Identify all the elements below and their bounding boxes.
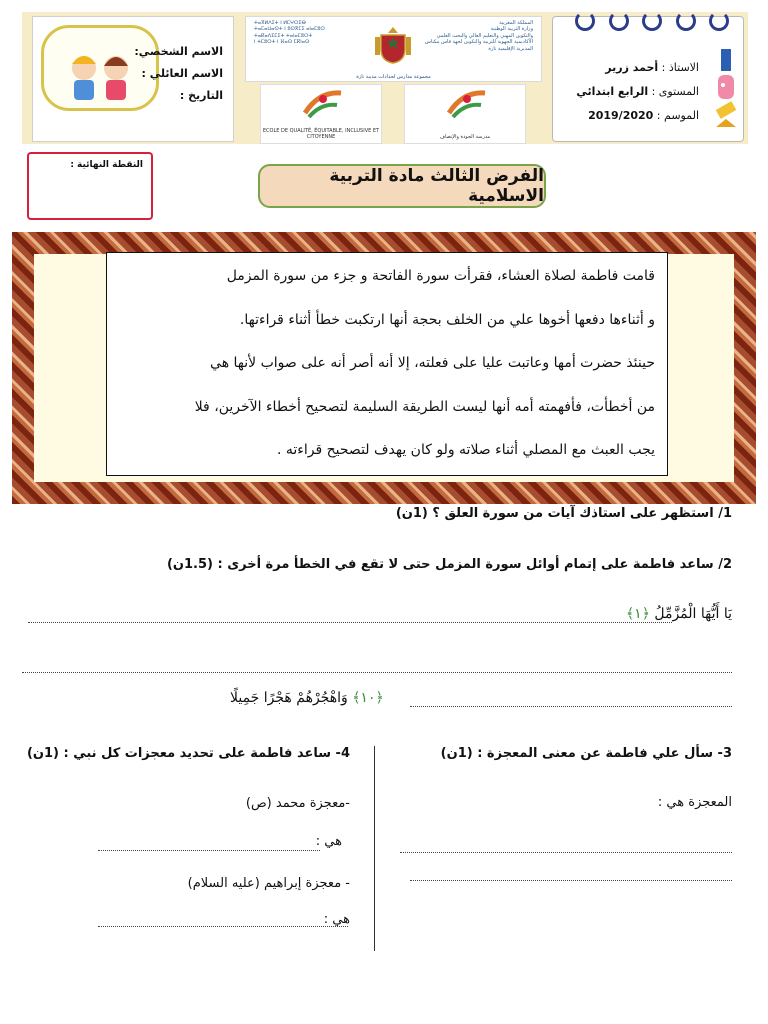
answer-is-label: هي :: [323, 912, 350, 927]
question-2: 2/ ساعد فاطمة على إتمام أوائل سورة المزمل حتى لا تقع في الخطأ مرة أخرى : (1.5ن): [166, 557, 732, 572]
spiral-ring-icon: [709, 11, 729, 31]
miracle-definition-label: المعجزة هي :: [657, 795, 732, 810]
kids-illustration-icon: [58, 44, 142, 104]
student-info-card: [32, 16, 234, 142]
family-name-label: الاسم العائلي :: [141, 67, 223, 80]
ministry-text-arabic: المملكة المغربية وزارة التربية الوطنية والتكوين المهني والتعليم العالي والبحث العلمي الأكاديمية الجهوية للتربية والتكوين لجهة فاس مكناس المديرية الإقليمية تازة: [424, 20, 533, 52]
verse-start: [626, 606, 732, 622]
level-label: المستوى :: [648, 85, 699, 98]
ministry-logo-panel: [245, 16, 542, 82]
date-label: التاريخ :: [179, 89, 223, 102]
answer-line[interactable]: [410, 706, 732, 707]
school-supplies-icon: [713, 45, 739, 135]
answer-line[interactable]: [22, 672, 732, 673]
prophet-muhammad-miracle-label: -معجزة محمد (ص): [245, 796, 350, 811]
story-text-box: [106, 252, 668, 476]
teacher-name: أحمد زرير: [605, 61, 659, 74]
answer-line[interactable]: [98, 850, 320, 851]
answer-line[interactable]: [98, 926, 348, 927]
verse-start-text: يَا أَيُّهَا الْمُزَّمِّلُ: [654, 606, 732, 622]
quality-school-badge-fr: [260, 84, 382, 144]
season-value: 2019/2020: [588, 109, 654, 122]
teacher-label: الاستاذ :: [658, 61, 699, 74]
story-line: و أثناءها دفعها أخوها علي من الخلف بحجة أنها ارتكبت خطأ أثناء قراءتها.: [239, 311, 655, 328]
badge-caption-ar: مدرسة الجودة والإنصاف: [439, 134, 491, 140]
answer-is-label: هي :: [315, 834, 342, 849]
spiral-ring-icon: [609, 11, 629, 31]
teacher-info-card: [552, 16, 744, 142]
answer-line[interactable]: [400, 852, 732, 853]
verse-end-text: وَاهْجُرْهُمْ هَجْرًا جَمِيلًا: [230, 690, 348, 706]
final-grade-label: النقطة النهائية :: [70, 160, 143, 170]
answer-line[interactable]: [28, 622, 672, 623]
school-network-caption: مجموعة مدارس لحدادات مدينة تازة: [356, 73, 431, 80]
badge-caption-fr: ECOLE DE QUALITÉ, ÉQUITABLE, INCLUSIVE ET CITOYENNE: [262, 128, 380, 140]
teacher-line: [605, 61, 699, 74]
column-divider: [374, 746, 375, 951]
quality-school-logo-icon: [445, 89, 489, 121]
answer-line[interactable]: [410, 880, 732, 881]
story-line: من أخطأت، فأفهمته أمه أنها ليست الطريقة السليمة لتصحيح أخطاء الآخرين، فلا: [194, 398, 655, 415]
spiral-ring-icon: [575, 11, 595, 31]
quality-school-badge-ar: [404, 84, 526, 144]
spiral-ring-icon: [676, 11, 696, 31]
moroccan-emblem-icon: [374, 25, 412, 65]
ministry-text-amazigh: ⵜⴰⴳⵍⴷⵉⵜ ⵏ ⵍⵎⵖⵔⵉⴱ ⵜⴰⵎⴰⵡⴰⵙⵜ ⵏ ⵓⵙⴳⵎⵉ ⴰⵏⴰⵎⵓⵔ ⵜⴰⴽⴰⴷⵉⵎⵉⵜ ⵜⴰⵏⴰⵎⵓⵔⵜ ⵏ ⵜⵎⵓⵔⵜ ⵏ ⴼⴰⵙ ⵎⴽⵏⴰⵙ: [254, 20, 325, 46]
level-line: [576, 85, 699, 98]
question-1: 1/ استظهر على استاذك آيات من سورة العلق ؟ (1ن): [395, 506, 732, 521]
verse-number-1: ﴿١﴾: [625, 606, 650, 622]
verse-number-10: ﴿١٠﴾: [352, 690, 384, 706]
story-line: حينئذ حضرت أمها وعاتبت عليا على فعلته، إلا أنه أصر أنه على صواب لأنها هي: [210, 355, 655, 371]
spiral-ring-icon: [642, 11, 662, 31]
season-label: الموسم :: [653, 109, 699, 122]
exam-title: الفرض الثالث مادة التربية الاسلامية: [258, 164, 546, 208]
notebook-spiral: [575, 11, 729, 35]
verse-end: [230, 690, 384, 706]
story-line: يجب العبث مع المصلي أثناء صلاته ولو كان يهدف لتصحيح قراءته .: [276, 442, 655, 458]
prophet-ibrahim-miracle-label: - معجزة إبراهيم (عليه السلام): [187, 876, 350, 891]
season-line: [588, 109, 699, 122]
question-4: 4- ساعد فاطمة على تحديد معجزات كل نبي : (1ن): [26, 746, 350, 761]
personal-name-label: الاسم الشخصي:: [134, 45, 223, 58]
final-grade-box[interactable]: [27, 152, 153, 220]
question-3: 3- سأل علي فاطمة عن معنى المعجزة : (1ن): [440, 746, 732, 761]
level-value: الرابع ابتدائي: [576, 85, 649, 98]
story-line: قامت فاطمة لصلاة العشاء، فقرأت سورة الفاتحة و جزء من سورة المزمل: [226, 268, 655, 284]
quality-school-logo-icon: [301, 89, 345, 121]
